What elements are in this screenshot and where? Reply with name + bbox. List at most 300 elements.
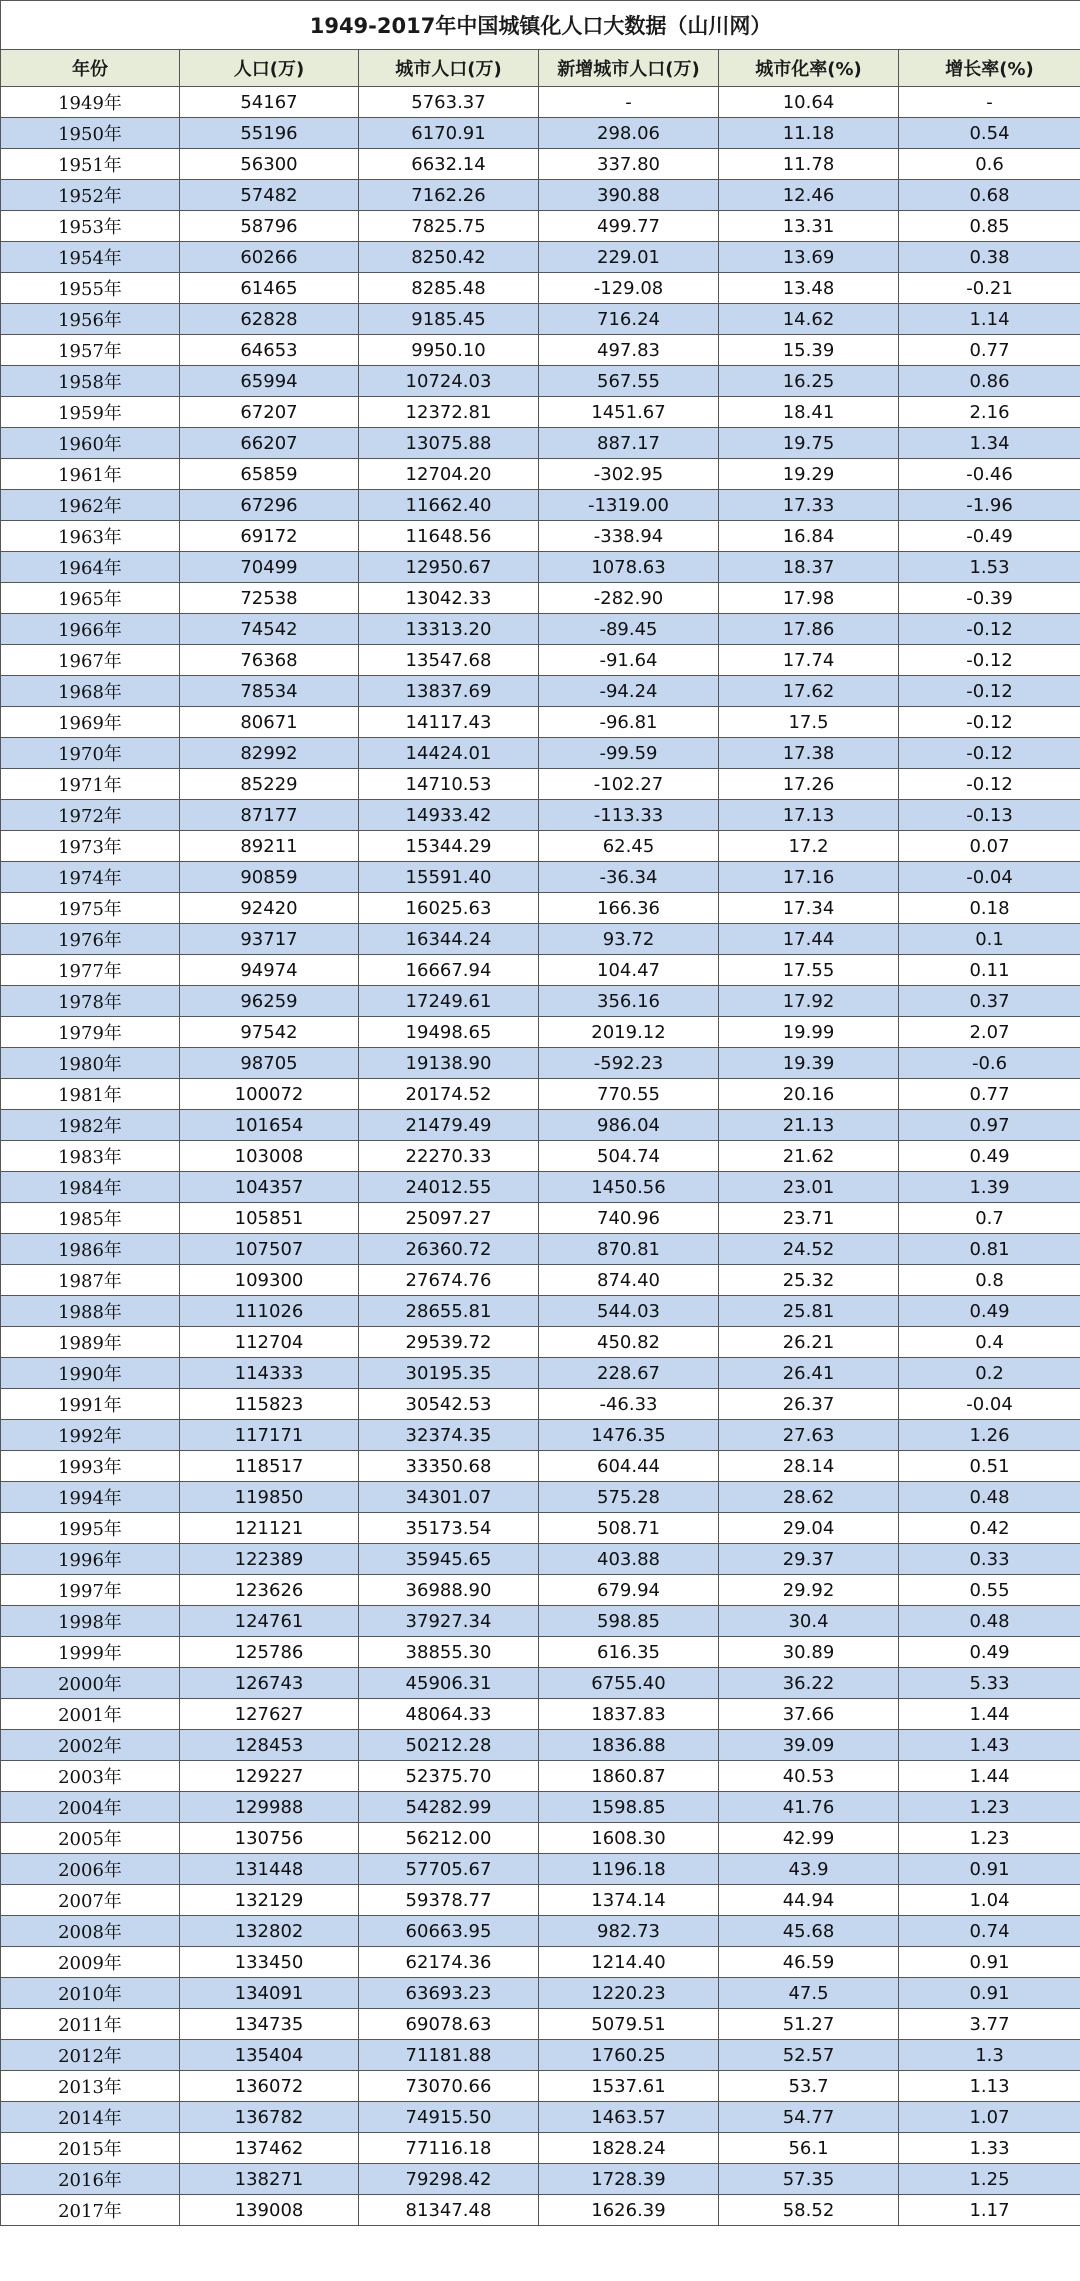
cell-new-urban-population: 1476.35 bbox=[539, 1420, 719, 1451]
cell-urban-population: 17249.61 bbox=[359, 986, 539, 1017]
cell-new-urban-population: 104.47 bbox=[539, 955, 719, 986]
cell-year: 1963年 bbox=[1, 521, 180, 552]
cell-urbanization-rate: 29.92 bbox=[719, 1575, 899, 1606]
cell-population: 121121 bbox=[180, 1513, 359, 1544]
header-year: 年份 bbox=[1, 50, 180, 87]
cell-urbanization-rate: 17.55 bbox=[719, 955, 899, 986]
cell-new-urban-population: -99.59 bbox=[539, 738, 719, 769]
cell-urbanization-rate: 26.21 bbox=[719, 1327, 899, 1358]
cell-new-urban-population: -113.33 bbox=[539, 800, 719, 831]
cell-growth-rate: 1.04 bbox=[899, 1885, 1080, 1916]
table-row bbox=[1, 1048, 1080, 1079]
cell-urban-population: 19138.90 bbox=[359, 1048, 539, 1079]
table-row bbox=[1, 1606, 1080, 1637]
cell-year: 1982年 bbox=[1, 1110, 180, 1141]
table-row bbox=[1, 614, 1080, 645]
cell-new-urban-population: 679.94 bbox=[539, 1575, 719, 1606]
cell-population: 105851 bbox=[180, 1203, 359, 1234]
cell-new-urban-population: -96.81 bbox=[539, 707, 719, 738]
cell-year: 1962年 bbox=[1, 490, 180, 521]
cell-urban-population: 20174.52 bbox=[359, 1079, 539, 1110]
cell-year: 1953年 bbox=[1, 211, 180, 242]
cell-year: 2001年 bbox=[1, 1699, 180, 1730]
cell-growth-rate: 1.53 bbox=[899, 552, 1080, 583]
cell-growth-rate: 1.13 bbox=[899, 2071, 1080, 2102]
cell-growth-rate: 0.48 bbox=[899, 1606, 1080, 1637]
cell-new-urban-population: -592.23 bbox=[539, 1048, 719, 1079]
cell-year: 1986年 bbox=[1, 1234, 180, 1265]
cell-new-urban-population: 604.44 bbox=[539, 1451, 719, 1482]
cell-population: 60266 bbox=[180, 242, 359, 273]
cell-growth-rate: 1.43 bbox=[899, 1730, 1080, 1761]
cell-urban-population: 38855.30 bbox=[359, 1637, 539, 1668]
cell-growth-rate: -0.12 bbox=[899, 676, 1080, 707]
cell-population: 133450 bbox=[180, 1947, 359, 1978]
cell-growth-rate: 0.74 bbox=[899, 1916, 1080, 1947]
cell-urban-population: 6170.91 bbox=[359, 118, 539, 149]
cell-year: 1977年 bbox=[1, 955, 180, 986]
cell-growth-rate: 0.49 bbox=[899, 1637, 1080, 1668]
table-row bbox=[1, 986, 1080, 1017]
table-row bbox=[1, 676, 1080, 707]
cell-population: 67207 bbox=[180, 397, 359, 428]
cell-urban-population: 24012.55 bbox=[359, 1172, 539, 1203]
cell-new-urban-population: -129.08 bbox=[539, 273, 719, 304]
cell-year: 2003年 bbox=[1, 1761, 180, 1792]
cell-urbanization-rate: 23.71 bbox=[719, 1203, 899, 1234]
cell-year: 1960年 bbox=[1, 428, 180, 459]
cell-growth-rate: 0.49 bbox=[899, 1296, 1080, 1327]
cell-new-urban-population: 2019.12 bbox=[539, 1017, 719, 1048]
cell-year: 1972年 bbox=[1, 800, 180, 831]
cell-new-urban-population: 499.77 bbox=[539, 211, 719, 242]
cell-population: 136072 bbox=[180, 2071, 359, 2102]
table-row bbox=[1, 1451, 1080, 1482]
cell-year: 1970年 bbox=[1, 738, 180, 769]
cell-urban-population: 27674.76 bbox=[359, 1265, 539, 1296]
cell-urban-population: 74915.50 bbox=[359, 2102, 539, 2133]
table-row bbox=[1, 366, 1080, 397]
cell-urbanization-rate: 17.33 bbox=[719, 490, 899, 521]
cell-growth-rate: 1.44 bbox=[899, 1699, 1080, 1730]
cell-population: 103008 bbox=[180, 1141, 359, 1172]
cell-year: 2014年 bbox=[1, 2102, 180, 2133]
cell-growth-rate: 0.18 bbox=[899, 893, 1080, 924]
table-row bbox=[1, 1978, 1080, 2009]
cell-growth-rate: 0.7 bbox=[899, 1203, 1080, 1234]
cell-urban-population: 9950.10 bbox=[359, 335, 539, 366]
cell-year: 1993年 bbox=[1, 1451, 180, 1482]
cell-urbanization-rate: 28.62 bbox=[719, 1482, 899, 1513]
cell-urban-population: 35945.65 bbox=[359, 1544, 539, 1575]
cell-urbanization-rate: 26.41 bbox=[719, 1358, 899, 1389]
cell-population: 134091 bbox=[180, 1978, 359, 2009]
cell-urbanization-rate: 13.31 bbox=[719, 211, 899, 242]
cell-year: 1961年 bbox=[1, 459, 180, 490]
cell-new-urban-population: 5079.51 bbox=[539, 2009, 719, 2040]
cell-urban-population: 8250.42 bbox=[359, 242, 539, 273]
cell-population: 98705 bbox=[180, 1048, 359, 1079]
cell-new-urban-population: 229.01 bbox=[539, 242, 719, 273]
table-row bbox=[1, 800, 1080, 831]
cell-new-urban-population: 93.72 bbox=[539, 924, 719, 955]
cell-growth-rate: 0.2 bbox=[899, 1358, 1080, 1389]
table-body bbox=[1, 87, 1080, 2226]
table-row bbox=[1, 924, 1080, 955]
cell-population: 82992 bbox=[180, 738, 359, 769]
table-row bbox=[1, 2009, 1080, 2040]
cell-growth-rate: 1.3 bbox=[899, 2040, 1080, 2071]
cell-population: 136782 bbox=[180, 2102, 359, 2133]
table-row bbox=[1, 180, 1080, 211]
cell-year: 1954年 bbox=[1, 242, 180, 273]
cell-year: 1989年 bbox=[1, 1327, 180, 1358]
cell-year: 1994年 bbox=[1, 1482, 180, 1513]
cell-growth-rate: 1.44 bbox=[899, 1761, 1080, 1792]
cell-new-urban-population: 390.88 bbox=[539, 180, 719, 211]
cell-growth-rate: -0.6 bbox=[899, 1048, 1080, 1079]
cell-urbanization-rate: 26.37 bbox=[719, 1389, 899, 1420]
cell-urban-population: 28655.81 bbox=[359, 1296, 539, 1327]
header-urban-population: 城市人口(万) bbox=[359, 50, 539, 87]
table-row bbox=[1, 1637, 1080, 1668]
cell-year: 1983年 bbox=[1, 1141, 180, 1172]
cell-urban-population: 37927.34 bbox=[359, 1606, 539, 1637]
table-row bbox=[1, 1699, 1080, 1730]
cell-population: 67296 bbox=[180, 490, 359, 521]
cell-new-urban-population: - bbox=[539, 87, 719, 118]
cell-urban-population: 16344.24 bbox=[359, 924, 539, 955]
cell-year: 2009年 bbox=[1, 1947, 180, 1978]
cell-new-urban-population: 1374.14 bbox=[539, 1885, 719, 1916]
cell-urban-population: 15344.29 bbox=[359, 831, 539, 862]
cell-growth-rate: -0.12 bbox=[899, 707, 1080, 738]
cell-population: 87177 bbox=[180, 800, 359, 831]
cell-urbanization-rate: 13.69 bbox=[719, 242, 899, 273]
cell-urbanization-rate: 30.4 bbox=[719, 1606, 899, 1637]
cell-population: 65859 bbox=[180, 459, 359, 490]
cell-population: 129988 bbox=[180, 1792, 359, 1823]
cell-urbanization-rate: 28.14 bbox=[719, 1451, 899, 1482]
table-row bbox=[1, 521, 1080, 552]
cell-urbanization-rate: 17.74 bbox=[719, 645, 899, 676]
table-row bbox=[1, 1575, 1080, 1606]
cell-year: 2005年 bbox=[1, 1823, 180, 1854]
cell-year: 1976年 bbox=[1, 924, 180, 955]
table-row bbox=[1, 149, 1080, 180]
table-row bbox=[1, 1079, 1080, 1110]
table-row bbox=[1, 2040, 1080, 2071]
cell-year: 2006年 bbox=[1, 1854, 180, 1885]
cell-urbanization-rate: 29.37 bbox=[719, 1544, 899, 1575]
cell-growth-rate: -0.04 bbox=[899, 862, 1080, 893]
cell-growth-rate: 5.33 bbox=[899, 1668, 1080, 1699]
cell-new-urban-population: 356.16 bbox=[539, 986, 719, 1017]
table-row bbox=[1, 1141, 1080, 1172]
cell-new-urban-population: 298.06 bbox=[539, 118, 719, 149]
cell-year: 1981年 bbox=[1, 1079, 180, 1110]
cell-growth-rate: -0.39 bbox=[899, 583, 1080, 614]
cell-growth-rate: 1.39 bbox=[899, 1172, 1080, 1203]
cell-year: 1955年 bbox=[1, 273, 180, 304]
cell-new-urban-population: -338.94 bbox=[539, 521, 719, 552]
cell-population: 97542 bbox=[180, 1017, 359, 1048]
cell-urban-population: 16025.63 bbox=[359, 893, 539, 924]
cell-year: 1950年 bbox=[1, 118, 180, 149]
cell-urban-population: 63693.23 bbox=[359, 1978, 539, 2009]
cell-population: 129227 bbox=[180, 1761, 359, 1792]
cell-population: 139008 bbox=[180, 2195, 359, 2226]
cell-population: 76368 bbox=[180, 645, 359, 676]
cell-urban-population: 81347.48 bbox=[359, 2195, 539, 2226]
cell-population: 69172 bbox=[180, 521, 359, 552]
cell-urbanization-rate: 16.84 bbox=[719, 521, 899, 552]
cell-urbanization-rate: 44.94 bbox=[719, 1885, 899, 1916]
cell-new-urban-population: 450.82 bbox=[539, 1327, 719, 1358]
cell-new-urban-population: 770.55 bbox=[539, 1079, 719, 1110]
cell-growth-rate: 1.25 bbox=[899, 2164, 1080, 2195]
cell-new-urban-population: 504.74 bbox=[539, 1141, 719, 1172]
table-row bbox=[1, 552, 1080, 583]
cell-growth-rate: 0.38 bbox=[899, 242, 1080, 273]
cell-urbanization-rate: 39.09 bbox=[719, 1730, 899, 1761]
cell-new-urban-population: 403.88 bbox=[539, 1544, 719, 1575]
cell-growth-rate: 0.91 bbox=[899, 1978, 1080, 2009]
cell-population: 132802 bbox=[180, 1916, 359, 1947]
cell-new-urban-population: 982.73 bbox=[539, 1916, 719, 1947]
cell-growth-rate: 0.42 bbox=[899, 1513, 1080, 1544]
cell-urbanization-rate: 46.59 bbox=[719, 1947, 899, 1978]
table-row bbox=[1, 769, 1080, 800]
cell-population: 123626 bbox=[180, 1575, 359, 1606]
cell-new-urban-population: 1837.83 bbox=[539, 1699, 719, 1730]
cell-growth-rate: 0.11 bbox=[899, 955, 1080, 986]
cell-urban-population: 45906.31 bbox=[359, 1668, 539, 1699]
table-row bbox=[1, 1947, 1080, 1978]
table-row bbox=[1, 397, 1080, 428]
cell-year: 1988年 bbox=[1, 1296, 180, 1327]
cell-urbanization-rate: 43.9 bbox=[719, 1854, 899, 1885]
cell-urbanization-rate: 29.04 bbox=[719, 1513, 899, 1544]
cell-year: 1971年 bbox=[1, 769, 180, 800]
table-row bbox=[1, 1389, 1080, 1420]
cell-year: 1990年 bbox=[1, 1358, 180, 1389]
cell-urban-population: 14117.43 bbox=[359, 707, 539, 738]
cell-urbanization-rate: 30.89 bbox=[719, 1637, 899, 1668]
cell-year: 1951年 bbox=[1, 149, 180, 180]
cell-urbanization-rate: 24.52 bbox=[719, 1234, 899, 1265]
cell-urban-population: 54282.99 bbox=[359, 1792, 539, 1823]
table-row bbox=[1, 1885, 1080, 1916]
cell-year: 1957年 bbox=[1, 335, 180, 366]
cell-year: 1965年 bbox=[1, 583, 180, 614]
cell-urbanization-rate: 17.92 bbox=[719, 986, 899, 1017]
cell-new-urban-population: 544.03 bbox=[539, 1296, 719, 1327]
cell-new-urban-population: -1319.00 bbox=[539, 490, 719, 521]
cell-population: 96259 bbox=[180, 986, 359, 1017]
cell-urbanization-rate: 17.44 bbox=[719, 924, 899, 955]
cell-year: 1985年 bbox=[1, 1203, 180, 1234]
cell-new-urban-population: 870.81 bbox=[539, 1234, 719, 1265]
cell-growth-rate: 0.55 bbox=[899, 1575, 1080, 1606]
cell-urbanization-rate: 18.37 bbox=[719, 552, 899, 583]
cell-new-urban-population: 874.40 bbox=[539, 1265, 719, 1296]
cell-urbanization-rate: 14.62 bbox=[719, 304, 899, 335]
cell-urban-population: 30195.35 bbox=[359, 1358, 539, 1389]
cell-urban-population: 10724.03 bbox=[359, 366, 539, 397]
header-new-urban-population: 新增城市人口(万) bbox=[539, 50, 719, 87]
cell-urban-population: 60663.95 bbox=[359, 1916, 539, 1947]
table-row bbox=[1, 2071, 1080, 2102]
header-growth-rate: 增长率(%) bbox=[899, 50, 1080, 87]
table-row bbox=[1, 1172, 1080, 1203]
cell-new-urban-population: 986.04 bbox=[539, 1110, 719, 1141]
cell-new-urban-population: 1598.85 bbox=[539, 1792, 719, 1823]
table-row bbox=[1, 1916, 1080, 1947]
cell-urban-population: 5763.37 bbox=[359, 87, 539, 118]
cell-new-urban-population: 1626.39 bbox=[539, 2195, 719, 2226]
cell-population: 85229 bbox=[180, 769, 359, 800]
cell-urbanization-rate: 27.63 bbox=[719, 1420, 899, 1451]
cell-urban-population: 62174.36 bbox=[359, 1947, 539, 1978]
cell-urban-population: 13313.20 bbox=[359, 614, 539, 645]
cell-new-urban-population: 567.55 bbox=[539, 366, 719, 397]
cell-year: 2013年 bbox=[1, 2071, 180, 2102]
cell-year: 1959年 bbox=[1, 397, 180, 428]
cell-growth-rate: -0.12 bbox=[899, 769, 1080, 800]
cell-year: 1966年 bbox=[1, 614, 180, 645]
table-row bbox=[1, 1854, 1080, 1885]
cell-growth-rate: -1.96 bbox=[899, 490, 1080, 521]
cell-population: 104357 bbox=[180, 1172, 359, 1203]
cell-urban-population: 52375.70 bbox=[359, 1761, 539, 1792]
cell-growth-rate: 1.23 bbox=[899, 1823, 1080, 1854]
cell-population: 114333 bbox=[180, 1358, 359, 1389]
cell-growth-rate: -0.13 bbox=[899, 800, 1080, 831]
cell-year: 1996年 bbox=[1, 1544, 180, 1575]
title-row bbox=[1, 1, 1080, 50]
cell-urbanization-rate: 19.99 bbox=[719, 1017, 899, 1048]
table-row bbox=[1, 1482, 1080, 1513]
cell-urban-population: 6632.14 bbox=[359, 149, 539, 180]
cell-urban-population: 12950.67 bbox=[359, 552, 539, 583]
cell-new-urban-population: 1836.88 bbox=[539, 1730, 719, 1761]
cell-year: 2011年 bbox=[1, 2009, 180, 2040]
cell-new-urban-population: 1214.40 bbox=[539, 1947, 719, 1978]
cell-population: 72538 bbox=[180, 583, 359, 614]
cell-year: 2017年 bbox=[1, 2195, 180, 2226]
cell-year: 1974年 bbox=[1, 862, 180, 893]
cell-urban-population: 56212.00 bbox=[359, 1823, 539, 1854]
cell-urban-population: 29539.72 bbox=[359, 1327, 539, 1358]
header-population: 人口(万) bbox=[180, 50, 359, 87]
cell-new-urban-population: 1537.61 bbox=[539, 2071, 719, 2102]
table-row bbox=[1, 1823, 1080, 1854]
cell-new-urban-population: 1860.87 bbox=[539, 1761, 719, 1792]
cell-population: 115823 bbox=[180, 1389, 359, 1420]
cell-population: 125786 bbox=[180, 1637, 359, 1668]
cell-urbanization-rate: 19.29 bbox=[719, 459, 899, 490]
table-row bbox=[1, 304, 1080, 335]
cell-year: 2004年 bbox=[1, 1792, 180, 1823]
cell-population: 119850 bbox=[180, 1482, 359, 1513]
cell-urban-population: 32374.35 bbox=[359, 1420, 539, 1451]
cell-new-urban-population: 616.35 bbox=[539, 1637, 719, 1668]
cell-year: 1949年 bbox=[1, 87, 180, 118]
cell-growth-rate: 0.37 bbox=[899, 986, 1080, 1017]
cell-urbanization-rate: 20.16 bbox=[719, 1079, 899, 1110]
cell-year: 1991年 bbox=[1, 1389, 180, 1420]
cell-population: 134735 bbox=[180, 2009, 359, 2040]
cell-population: 109300 bbox=[180, 1265, 359, 1296]
cell-population: 62828 bbox=[180, 304, 359, 335]
cell-year: 1999年 bbox=[1, 1637, 180, 1668]
cell-urban-population: 13075.88 bbox=[359, 428, 539, 459]
table-row bbox=[1, 2195, 1080, 2226]
cell-new-urban-population: 1463.57 bbox=[539, 2102, 719, 2133]
cell-urban-population: 7825.75 bbox=[359, 211, 539, 242]
cell-year: 1975年 bbox=[1, 893, 180, 924]
cell-growth-rate: -0.12 bbox=[899, 614, 1080, 645]
cell-year: 2015年 bbox=[1, 2133, 180, 2164]
cell-urban-population: 36988.90 bbox=[359, 1575, 539, 1606]
cell-new-urban-population: 62.45 bbox=[539, 831, 719, 862]
table-row bbox=[1, 1203, 1080, 1234]
cell-growth-rate: -0.21 bbox=[899, 273, 1080, 304]
cell-urbanization-rate: 36.22 bbox=[719, 1668, 899, 1699]
cell-urban-population: 12372.81 bbox=[359, 397, 539, 428]
cell-year: 1968年 bbox=[1, 676, 180, 707]
cell-year: 1984年 bbox=[1, 1172, 180, 1203]
cell-growth-rate: 1.23 bbox=[899, 1792, 1080, 1823]
cell-year: 2002年 bbox=[1, 1730, 180, 1761]
cell-new-urban-population: 508.71 bbox=[539, 1513, 719, 1544]
cell-growth-rate: 0.49 bbox=[899, 1141, 1080, 1172]
cell-population: 58796 bbox=[180, 211, 359, 242]
cell-growth-rate: 0.97 bbox=[899, 1110, 1080, 1141]
table-row bbox=[1, 335, 1080, 366]
table-row bbox=[1, 459, 1080, 490]
cell-population: 54167 bbox=[180, 87, 359, 118]
table-row bbox=[1, 87, 1080, 118]
cell-growth-rate: 0.91 bbox=[899, 1854, 1080, 1885]
cell-urban-population: 11648.56 bbox=[359, 521, 539, 552]
cell-growth-rate: 0.48 bbox=[899, 1482, 1080, 1513]
table-row bbox=[1, 273, 1080, 304]
cell-urbanization-rate: 37.66 bbox=[719, 1699, 899, 1730]
cell-new-urban-population: 1608.30 bbox=[539, 1823, 719, 1854]
cell-urbanization-rate: 17.98 bbox=[719, 583, 899, 614]
cell-growth-rate: 0.51 bbox=[899, 1451, 1080, 1482]
cell-urban-population: 19498.65 bbox=[359, 1017, 539, 1048]
cell-urbanization-rate: 21.13 bbox=[719, 1110, 899, 1141]
cell-growth-rate: 1.34 bbox=[899, 428, 1080, 459]
cell-population: 101654 bbox=[180, 1110, 359, 1141]
cell-population: 93717 bbox=[180, 924, 359, 955]
table-row bbox=[1, 1234, 1080, 1265]
cell-new-urban-population: 6755.40 bbox=[539, 1668, 719, 1699]
table-row bbox=[1, 831, 1080, 862]
cell-urbanization-rate: 19.75 bbox=[719, 428, 899, 459]
cell-urbanization-rate: 25.81 bbox=[719, 1296, 899, 1327]
cell-year: 2012年 bbox=[1, 2040, 180, 2071]
cell-population: 89211 bbox=[180, 831, 359, 862]
cell-year: 1995年 bbox=[1, 1513, 180, 1544]
table-row bbox=[1, 2164, 1080, 2195]
cell-new-urban-population: 716.24 bbox=[539, 304, 719, 335]
cell-urban-population: 11662.40 bbox=[359, 490, 539, 521]
cell-new-urban-population: 740.96 bbox=[539, 1203, 719, 1234]
